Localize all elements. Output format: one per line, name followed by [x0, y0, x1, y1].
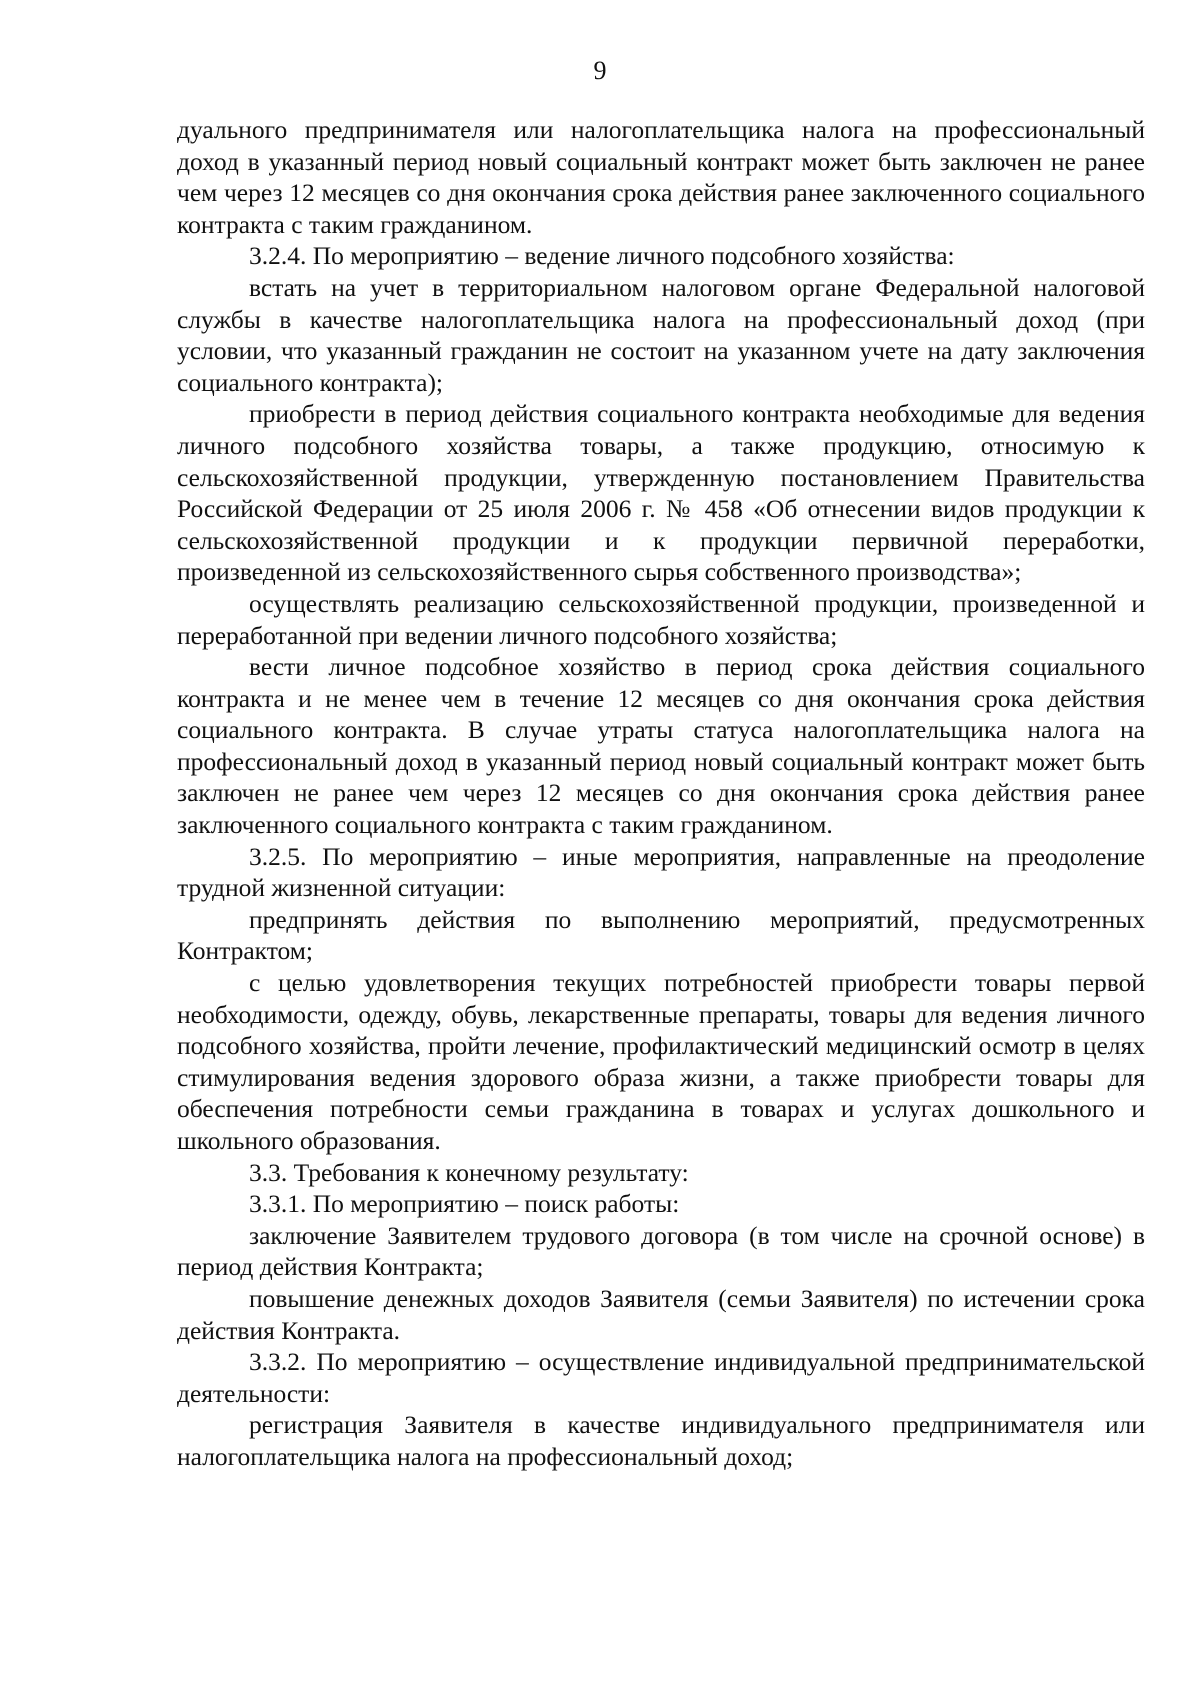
paragraph-3-3-1-heading: 3.3.1. По мероприятию – поиск работы:	[249, 1189, 680, 1219]
page-number: 9	[593, 56, 607, 85]
paragraph: осуществлять реализацию сельскохозяйственной продукции, произведенной и переработанной при ведении личного подсобного хозяйства;	[177, 588, 1145, 650]
document-body	[177, 114, 1145, 1473]
paragraph: заключение Заявителем трудового договора (в том числе на срочной основе) в период действия Контракта;	[177, 1220, 1145, 1282]
paragraph-3-3-2-heading: 3.3.2. По мероприятию – осуществление индивидуальной предпринимательской деятельности:	[177, 1347, 1145, 1408]
paragraph: вести личное подсобное хозяйство в период срока действия социального контракта и не менее чем в течение 12 месяцев со дня окончания срока действия социального контракта. В случае утраты статуса налогоплательщика налога на профессиональный доход в указанный период новый социальный контракт может быть заключен не ранее чем через 12 месяцев со дня окончания срока действия ранее заключенного социального контракта с таким гражданином.	[177, 652, 1145, 840]
paragraph: с целью удовлетворения текущих потребностей приобрести товары первой необходимости, одежду, обувь, лекарственные препараты, товары для ведения личного подсобного хозяйства, пройти лечение, профилактический медицинский осмотр в целях стимулирования ведения здорового образа жизни, а также приобрести товары для обеспечения потребности семьи гражданина в товарах и услугах дошкольного и школьного образования.	[177, 968, 1145, 1155]
paragraph-3-3-heading: 3.3. Требования к конечному результату:	[249, 1157, 689, 1187]
paragraph: регистрация Заявителя в качестве индивидуального предпринимателя или налогоплательщика налога на профессиональный доход;	[177, 1410, 1145, 1471]
paragraph-3-2-5-heading: 3.2.5. По мероприятию – иные мероприятия, направленные на преодоление трудной жизненной ситуации:	[177, 841, 1145, 903]
paragraph: приобрести в период действия социального контракта необходимые для ведения личного подсобного хозяйства товары, а также продукцию, относимую к сельскохозяйственной продукции, утвержденную постановлением Правительства Российской Федерации от 25 июля 2006 г. № 458 «Об отнесении видов продукции к сельскохозяйственной продукции и к продукции первичной переработки, произведенной из сельскохозяйственного сырья собственного производства»;	[177, 399, 1145, 587]
paragraph: повышение денежных доходов Заявителя (семьи Заявителя) по истечении срока действия Контракта.	[177, 1283, 1145, 1345]
paragraph-continuation: дуального предпринимателя или налогоплательщика налога на профессиональный доход в указанный период новый социальный контракт может быть заключен не ранее чем через 12 месяцев со дня окончания срока действия ранее заключенного социального контракта с таким гражданином.	[177, 115, 1145, 239]
paragraph: встать на учет в территориальном налоговом органе Федеральной налоговой службы в качестве налогоплательщика налога на профессиональный доход (при условии, что указанный гражданин не состоит на указанном учете на дату заключения социального контракта);	[177, 272, 1145, 397]
paragraph-3-2-4-heading: 3.2.4. По мероприятию – ведение личного подсобного хозяйства:	[249, 241, 955, 271]
paragraph: предпринять действия по выполнению мероприятий, предусмотренных Контрактом;	[177, 904, 1145, 966]
